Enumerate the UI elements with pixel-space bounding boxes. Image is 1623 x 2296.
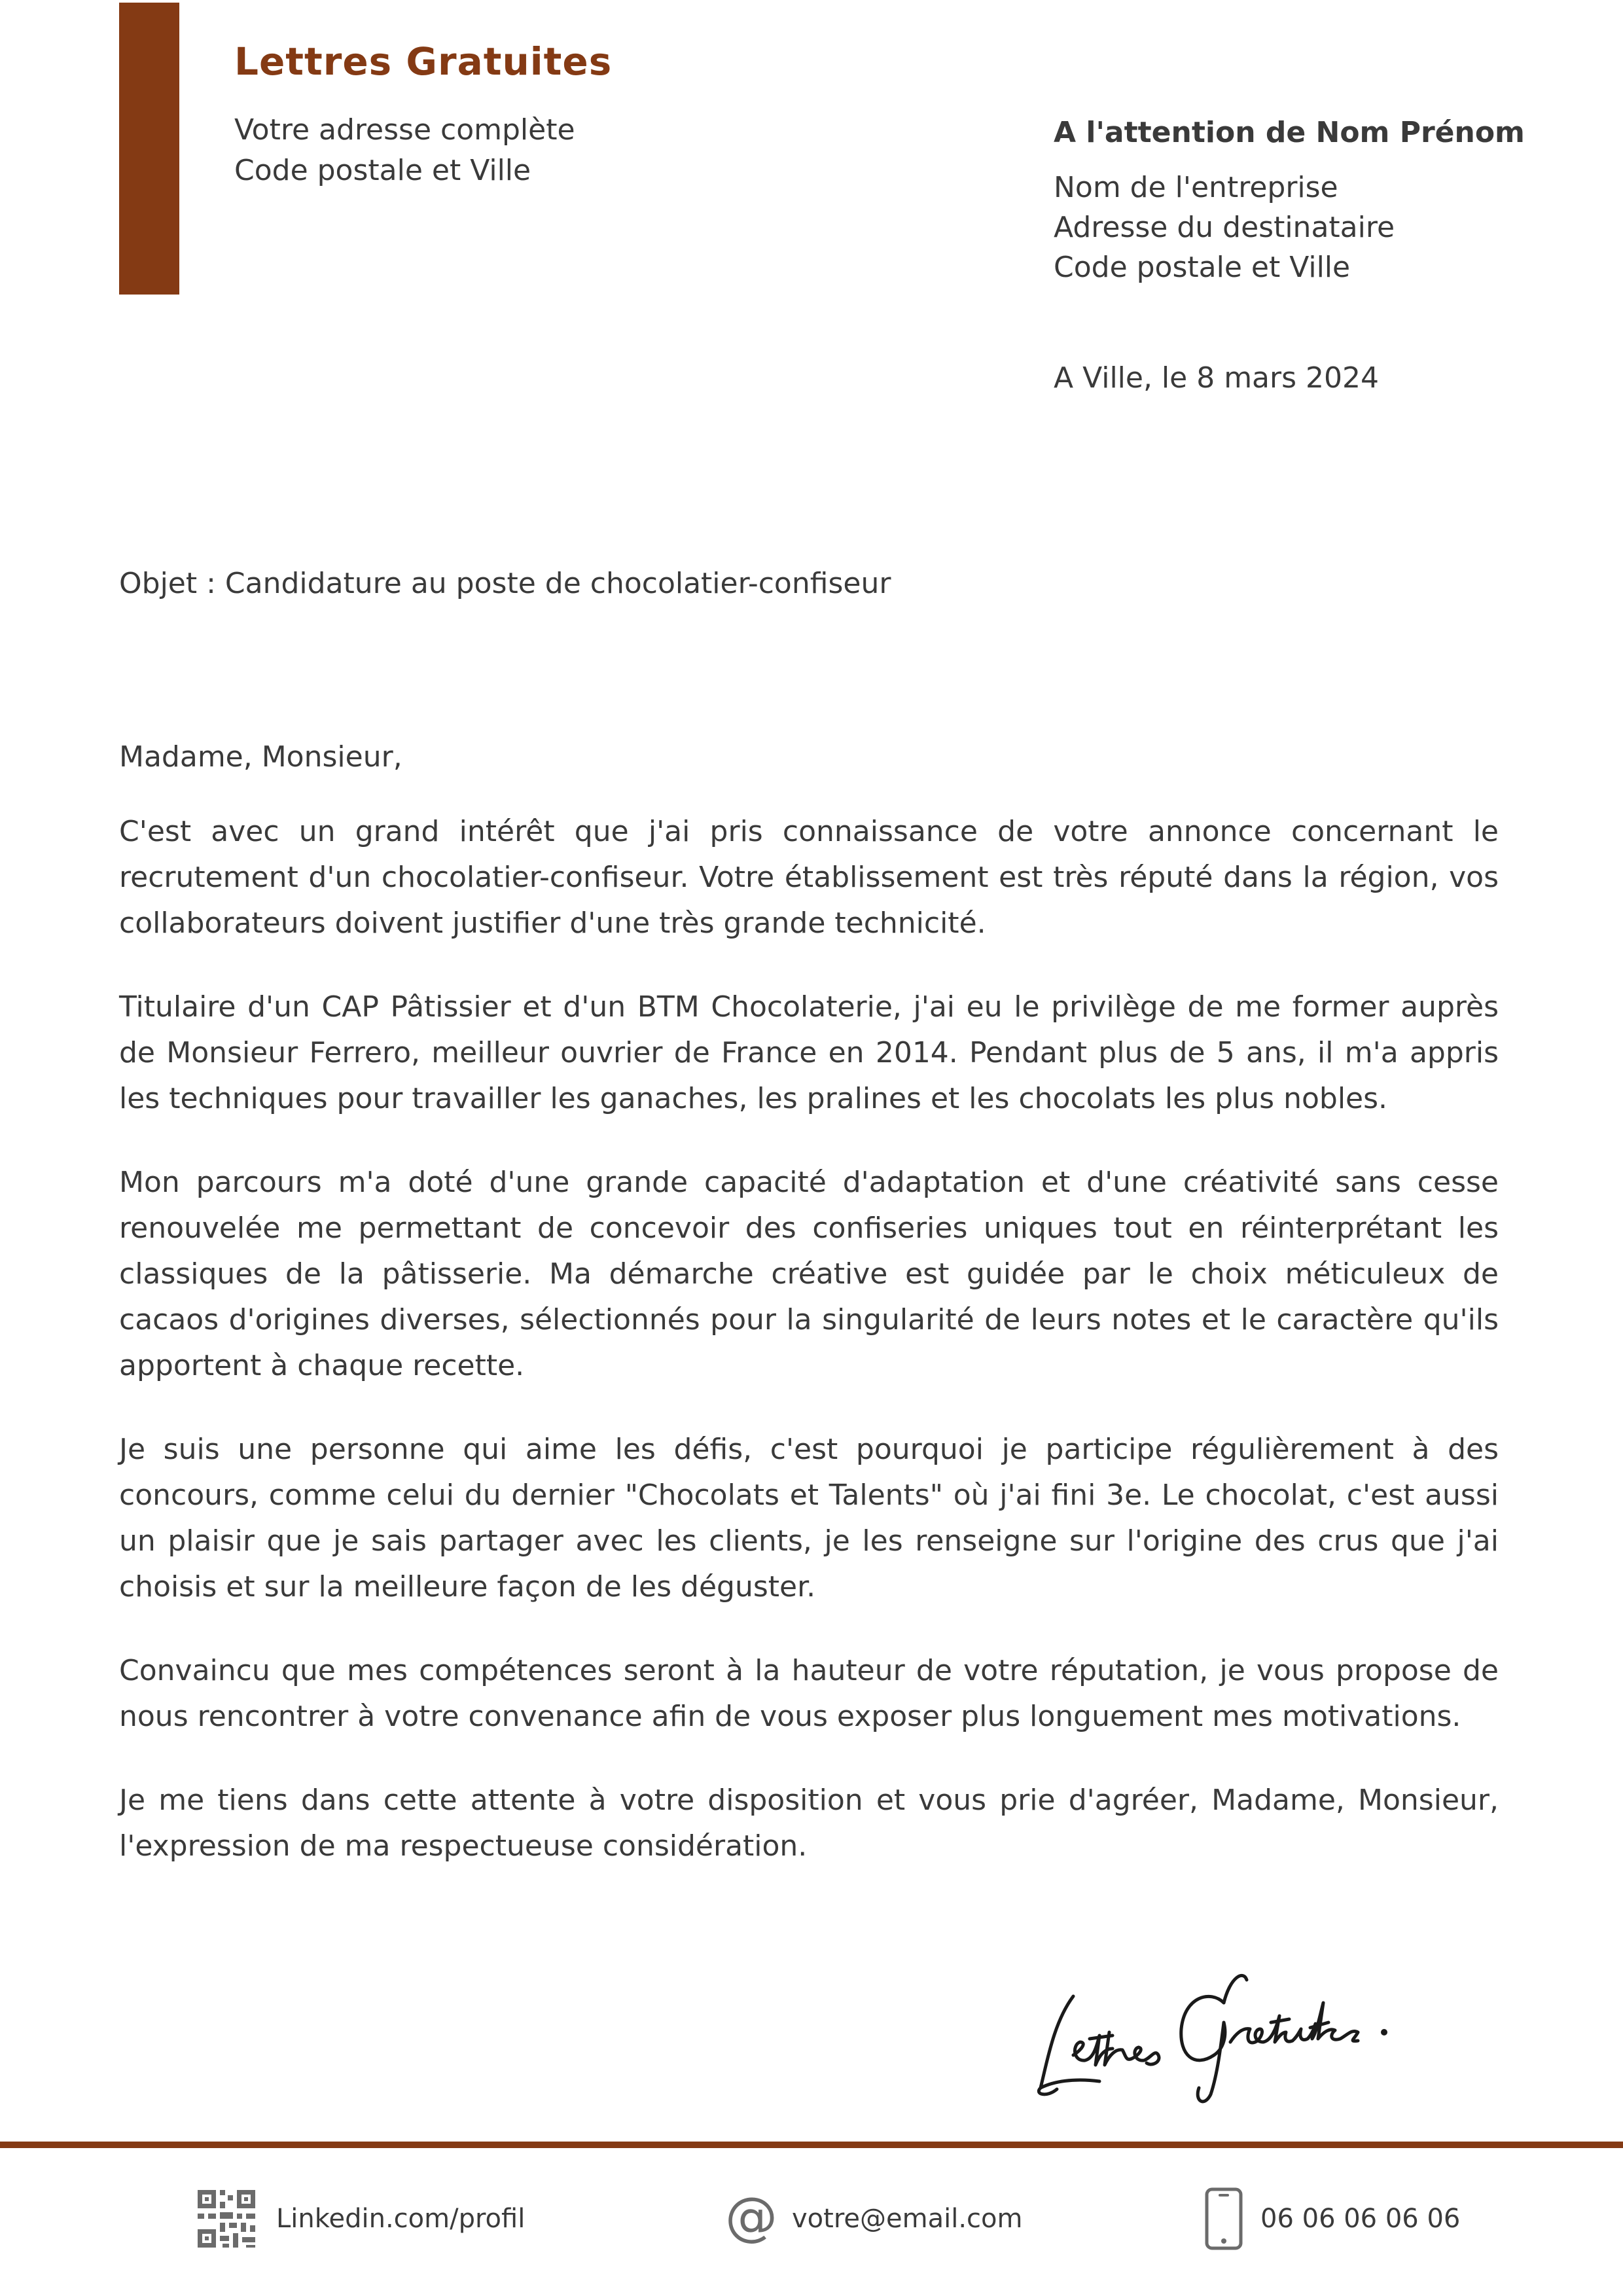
recipient-block [1054, 113, 1525, 287]
letter-paragraph: Mon parcours m'a doté d'une grande capacité d'adaptation et d'une créativité sans cesse renouvelée me permettant de concevoir des confiseries uniques tout en réinterprétant les classiques de la pâtisserie. Ma démarche créative est guidée par le choix méticuleux de cacaos d'origines diverses, sélectionnés pour la singularité de leurs notes et le caractère qu'ils apportent à chaque recette. [119, 1166, 1499, 1382]
signature-dot [1381, 2029, 1387, 2036]
letter-paragraph: Convaincu que mes compétences seront à la hauteur de votre réputation, je vous propose de nous rencontrer à votre convenance afin de vous exposer plus longuement mes motivations. [119, 1654, 1499, 1733]
recipient-city: Code postale et Ville [1054, 251, 1351, 284]
header-accent-bar [119, 3, 179, 295]
letter-greeting: Madame, Monsieur, [119, 740, 402, 774]
letter-paragraph: Je suis une personne qui aime les défis, c'est pourquoi je participe régulièrement à des concours, comme celui du dernier "Chocolats et Talents" où j'ai fini 3e. Le chocolat, c'est aussi un plaisir que je sais partager avec les clients, je les renseigne sur l'origine des crus que j'ai choisis et sur la meilleure façon de les déguster. [119, 1433, 1499, 1604]
footer-linkedin[interactable] [196, 2186, 525, 2251]
at-sign-icon [725, 2193, 777, 2245]
svg-text:@: @ [725, 2193, 777, 2245]
handwritten-signature [1027, 1950, 1407, 2108]
sender-city: Code postale et Ville [234, 154, 531, 187]
phone-number[interactable]: 06 06 06 06 06 [1260, 2204, 1461, 2234]
recipient-company: Nom de l'entreprise [1054, 171, 1338, 204]
brand-name: Lettres Gratuites [234, 39, 613, 84]
recipient-address: Adresse du destinataire [1054, 211, 1395, 244]
letter-paragraph: Je me tiens dans cette attente à votre disposition et vous prie d'agréer, Madame, Monsieur, l'expression de ma respectueuse considération. [119, 1784, 1499, 1863]
letter-object: Objet : Candidature au poste de chocolatier-confiseur [119, 567, 891, 600]
email-link[interactable]: votre@email.com [792, 2204, 1023, 2234]
sender-block [234, 110, 575, 191]
qr-code-icon [196, 2189, 257, 2249]
letter-paragraph: C'est avec un grand intérêt que j'ai pris connaissance de votre annonce concernant le recrutement d'un chocolatier-confiseur. Votre établissement est très réputé dans la région, vos collaborateurs doivent justifier d'une très grande technicité. [119, 815, 1499, 940]
letter-date: A Ville, le 8 mars 2024 [1054, 361, 1379, 395]
footer-email[interactable] [725, 2186, 1022, 2251]
linkedin-link[interactable]: Linkedin.com/profil [276, 2204, 526, 2234]
letter-body [119, 734, 1499, 1907]
mobile-phone-icon [1204, 2187, 1243, 2250]
recipient-attention: A l'attention de Nom Prénom [1054, 116, 1525, 149]
footer-phone[interactable] [1204, 2186, 1460, 2251]
sender-address: Votre adresse complète [234, 113, 575, 147]
letter-paragraph: Titulaire d'un CAP Pâtissier et d'un BTM Chocolaterie, j'ai eu le privilège de me former auprès de Monsieur Ferrero, meilleur ouvrier de France en 2014. Pendant plus de 5 ans, il m'a appris les techniques pour travailler les ganaches, les pralines et les chocolats les plus nobles. [119, 990, 1499, 1115]
footer-divider [0, 2142, 1623, 2148]
